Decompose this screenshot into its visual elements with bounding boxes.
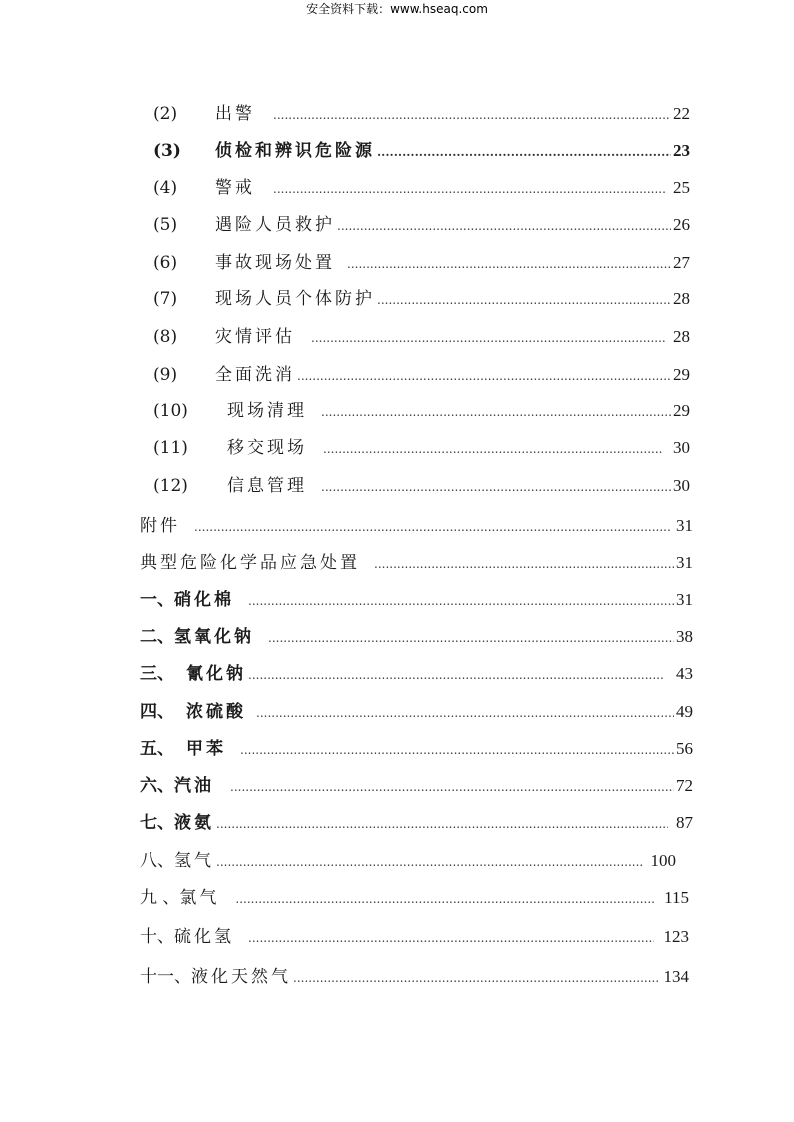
toc-entry[interactable] — [140, 700, 693, 724]
toc-entry-title: 汽油 — [174, 776, 214, 796]
toc-entry[interactable] — [140, 925, 689, 949]
toc-entry-title: 事故现场处置 — [215, 253, 335, 273]
toc-entry-title: 氯气 — [179, 888, 220, 908]
toc-entry[interactable] — [153, 102, 690, 126]
toc-entry-page: 134 — [663, 967, 689, 986]
toc-entry-title: 甲苯 — [186, 739, 226, 759]
toc-leader — [377, 140, 671, 164]
toc-entry[interactable] — [153, 139, 690, 163]
toc-entry-page: 87 — [676, 813, 693, 832]
toc-entry-title: 出警 — [215, 104, 255, 124]
toc-entry-page: 29 — [673, 365, 690, 384]
toc-leader — [337, 214, 671, 238]
toc-leader — [377, 288, 671, 312]
toc-entry-page: 49 — [676, 702, 693, 721]
toc-entry-title: 现场清理 — [227, 401, 307, 421]
toc-leader — [194, 515, 670, 539]
toc-leader — [248, 589, 674, 613]
toc-entry-title: 典型危险化学品应急处置 — [140, 553, 360, 573]
toc-entry[interactable] — [140, 849, 676, 873]
toc-entry[interactable] — [140, 551, 693, 575]
toc-entry[interactable] — [153, 436, 690, 460]
toc-entry-page: 26 — [673, 215, 690, 234]
toc-entry-number: 十、 — [140, 927, 174, 947]
toc-entry-number: (7) — [153, 289, 178, 309]
toc-leader — [256, 701, 674, 725]
toc-entry-title: 液化天然气 — [191, 967, 291, 987]
toc-leader — [273, 177, 665, 201]
toc-entry-number: 六、 — [140, 776, 174, 796]
toc-entry-title: 硫化氢 — [174, 927, 234, 947]
toc-leader — [347, 252, 671, 276]
toc-leader — [216, 850, 643, 874]
toc-entry-number: 八、 — [140, 851, 174, 871]
toc-entry-page: 27 — [673, 253, 690, 272]
toc-entry-title: 全面洗消 — [215, 365, 295, 385]
toc-entry[interactable] — [153, 213, 690, 237]
toc-entry-number: 四、 — [140, 702, 174, 722]
toc-entry-page: 123 — [663, 927, 689, 946]
toc-leader — [273, 103, 671, 127]
toc-entry-page: 31 — [676, 553, 693, 572]
toc-entry[interactable] — [153, 474, 690, 498]
toc-entry-number: (8) — [153, 327, 178, 347]
toc-leader — [235, 887, 654, 911]
toc-entry[interactable] — [140, 886, 689, 910]
toc-entry-number: 七、 — [140, 813, 174, 833]
toc-entry-page: 43 — [676, 664, 693, 683]
toc-entry[interactable] — [153, 399, 690, 423]
toc-entry-title: 硝化棉 — [174, 590, 234, 610]
toc-entry-number: (11) — [153, 438, 188, 458]
toc-entry-title: 警戒 — [215, 178, 255, 198]
toc-leader — [268, 626, 674, 650]
toc-leader — [311, 326, 665, 350]
toc-entry-number: 五、 — [140, 739, 174, 759]
toc-entry-number: (5) — [153, 215, 178, 235]
toc-leader — [240, 738, 674, 762]
toc-entry-number: (3) — [153, 141, 181, 161]
toc-entry-number: 九 、 — [140, 888, 180, 908]
toc-leader — [374, 552, 674, 576]
toc-entry-number: (12) — [153, 476, 188, 496]
toc-entry-title: 遇险人员救护 — [215, 215, 335, 235]
toc-entry[interactable] — [153, 325, 690, 349]
toc-leader — [248, 926, 654, 950]
toc-entry-title: 灾情评估 — [215, 327, 295, 347]
toc-leader — [230, 775, 674, 799]
toc-entry[interactable] — [140, 965, 689, 989]
toc-entry-title: 移交现场 — [227, 438, 307, 458]
toc-entry-page: 56 — [676, 739, 693, 758]
toc-entry[interactable] — [140, 811, 693, 835]
toc-entry[interactable] — [140, 774, 693, 798]
toc-entry-number: 二、 — [140, 627, 174, 647]
toc-entry-title: 现场人员个体防护 — [215, 289, 375, 309]
toc-entry-number: (9) — [153, 365, 178, 385]
toc-leader — [248, 663, 664, 687]
toc-entry-page: 22 — [673, 104, 690, 123]
toc-leader — [297, 364, 671, 388]
toc-entry-page: 38 — [676, 627, 693, 646]
toc-entry-number: (4) — [153, 178, 178, 198]
toc-entry[interactable] — [140, 737, 693, 761]
toc-entry-title: 液氨 — [174, 813, 214, 833]
toc-leader — [216, 812, 668, 836]
toc-entry-page: 30 — [673, 476, 690, 495]
toc-entry-page: 23 — [673, 141, 690, 160]
toc-entry-title: 信息管理 — [227, 476, 307, 496]
toc-entry[interactable] — [140, 514, 693, 538]
toc-entry-page: 72 — [676, 776, 693, 795]
toc-leader — [323, 437, 663, 461]
toc-entry[interactable] — [153, 176, 690, 200]
toc-entry-title: 侦检和辨识危险源 — [215, 141, 375, 161]
toc-entry-number: 三、 — [140, 664, 174, 684]
toc-entry-number: (2) — [153, 104, 178, 124]
toc-entry-title: 氢氧化钠 — [174, 627, 254, 647]
toc-entry-title: 氢气 — [174, 851, 214, 871]
toc-leader — [321, 400, 671, 424]
toc-entry-page: 100 — [650, 851, 676, 870]
toc-entry-page: 31 — [676, 590, 693, 609]
toc-entry[interactable] — [140, 625, 693, 649]
toc-entry[interactable] — [140, 588, 693, 612]
toc-entry-title: 氰化钠 — [186, 664, 246, 684]
toc-entry-title: 附件 — [140, 516, 180, 536]
toc-entry-number: (10) — [153, 401, 188, 421]
toc-entry-page: 28 — [673, 289, 690, 308]
toc-leader — [321, 475, 671, 499]
toc-entry-number: 一、 — [140, 590, 174, 610]
toc-entry-number: 十一、 — [140, 967, 191, 987]
toc-entry[interactable] — [140, 662, 693, 686]
toc-entry-number: (6) — [153, 253, 178, 273]
toc-entry-page: 29 — [673, 401, 690, 420]
toc-entry-page: 115 — [664, 888, 689, 907]
toc-entry[interactable] — [153, 363, 690, 387]
toc-entry[interactable] — [153, 251, 690, 275]
toc-entry-title: 浓硫酸 — [186, 702, 246, 722]
toc-entry-page: 25 — [673, 178, 690, 197]
toc-entry-page: 31 — [676, 516, 693, 535]
toc-entry-page: 30 — [673, 438, 690, 457]
toc-entry-page: 28 — [673, 327, 690, 346]
toc-leader — [293, 966, 658, 990]
toc-entry[interactable] — [153, 287, 690, 311]
download-header: 安全资料下载：www.hseaq.com — [306, 2, 488, 16]
